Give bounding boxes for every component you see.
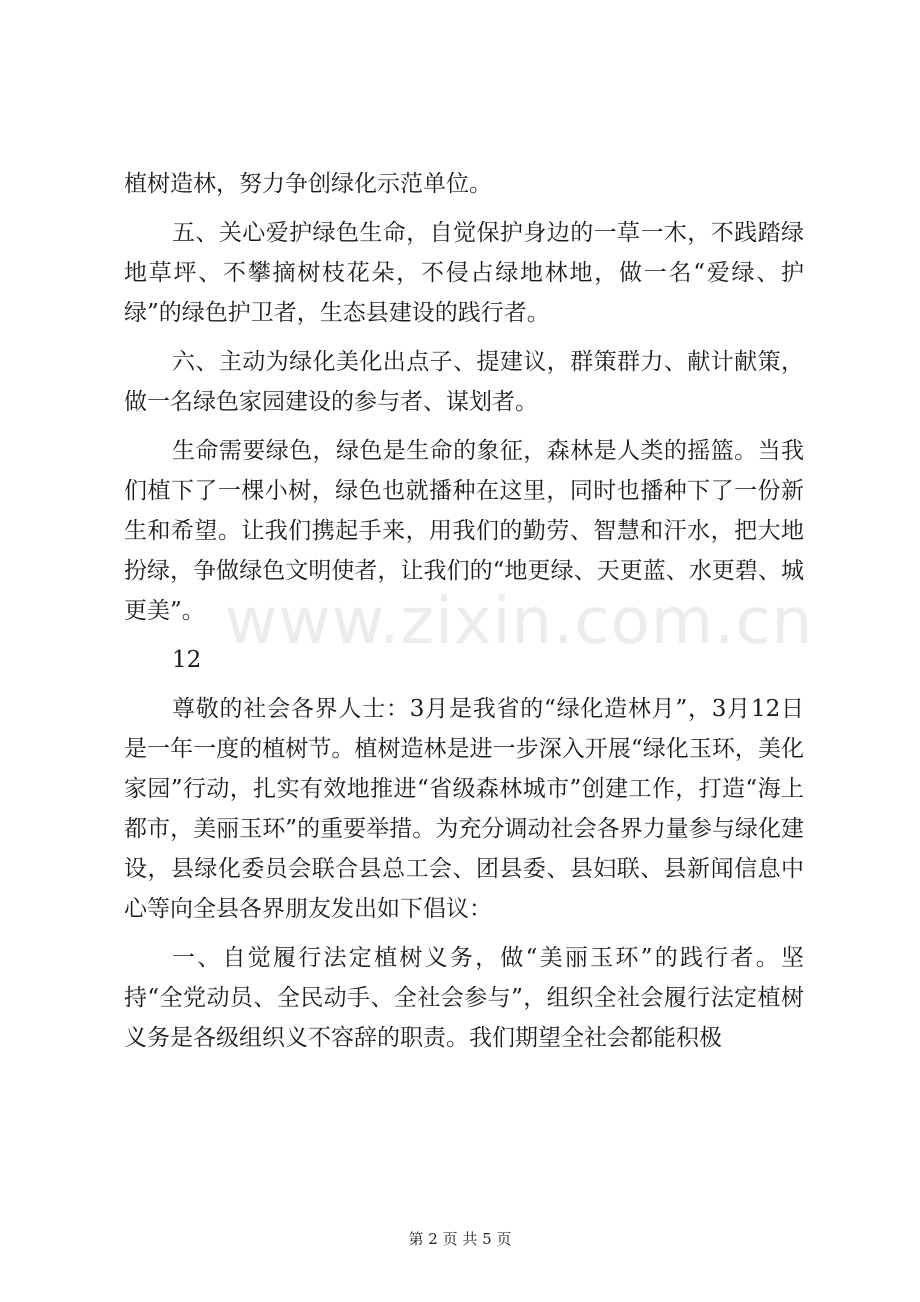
body-paragraph: 尊敬的社会各界人士：3月是我省的“绿化造林月”，3月12日是一年一度的植树节。植树造林是进一步深入开展“绿化玉环，美化家园”行动，扎实有效地推进“省级森林城市”创建工作，打造“海上都市，美丽玉环”的重要举措。为充分调动社会各界力量参与绿化建设，县绿化委员会联合县总工会、团县委、县妇联、县新闻信息中心等向全县各界朋友发出如下倡议： [124, 696, 804, 922]
body-paragraph: 一、自觉履行法定植树义务，做“美丽玉环”的践行者。坚持“全党动员、全民动手、全社会参与”，组织全社会履行法定植树义务是各级组织义不容辞的职责。我们期望全社会都能积极 [124, 945, 804, 1051]
body-paragraph: 生命需要绿色，绿色是生命的象征，森林是人类的摇篮。当我们植下了一棵小树，绿色也就播种在这里，同时也播种下了一份新生和希望。让我们携起手来，用我们的勤劳、智慧和汗水，把大地扮绿，争做绿色文明使者，让我们的“地更绿、天更蓝、水更碧、城更美”。 [124, 438, 804, 624]
watermark-text: www.zixin.com.cn [225, 585, 814, 659]
page-footer: 第 2 页 共 5 页 [408, 1230, 512, 1248]
body-paragraph: 六、主动为绿化美化出点子、提建议，群策群力、献计献策，做一名绿色家园建设的参与者、谋划者。 [124, 349, 804, 415]
body-paragraph: 12 [172, 647, 202, 673]
body-paragraph: 五、关心爱护绿色生命，自觉保护身边的一草一木，不践踏绿地草坪、不攀摘树枝花朵，不侵占绿地林地，做一名“爱绿、护绿”的绿色护卫者，生态县建设的践行者。 [124, 220, 804, 326]
body-paragraph: 植树造林，努力争创绿化示范单位。 [124, 171, 492, 197]
